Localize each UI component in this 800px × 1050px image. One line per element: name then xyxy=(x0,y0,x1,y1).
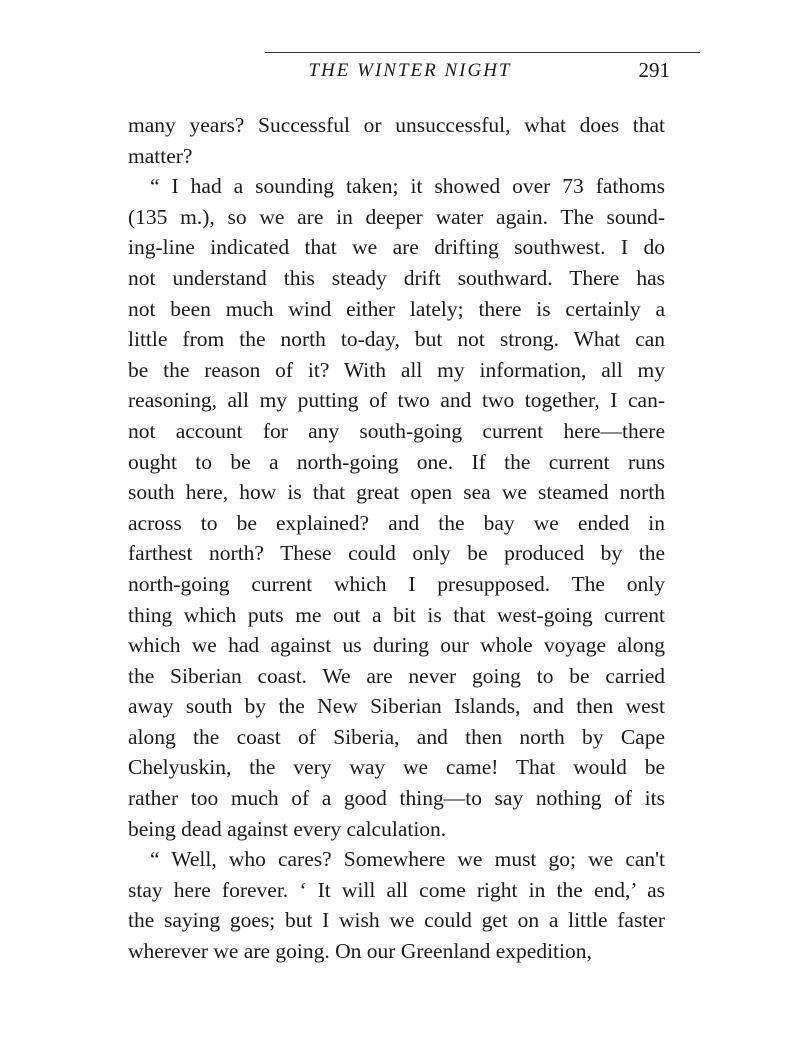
text-line: the Siberian coast. We are never going to be carried xyxy=(128,663,665,688)
text-line: the saying goes; but I wish we could get on a little faster xyxy=(128,908,665,933)
text-line: south here, how is that great open sea we steamed north xyxy=(128,480,665,505)
page-number: 291 xyxy=(638,58,670,82)
text-line: farthest north? These could only be produced by the xyxy=(128,541,665,566)
text-line: across to be explained? and the bay we ended in xyxy=(128,510,665,535)
body-text xyxy=(128,110,665,967)
text-line: ought to be a north-going one. If the current runs xyxy=(128,449,665,474)
running-title: THE WINTER NIGHT xyxy=(308,60,512,81)
text-line: north-going current which I presupposed. The only xyxy=(128,571,665,596)
text-line: which we had against us during our whole voyage along xyxy=(128,633,665,658)
text-line: wherever we are going. On our Greenland expedition, xyxy=(128,939,592,964)
text-line: along the coast of Siberia, and then north by Cape xyxy=(128,724,665,749)
text-line: thing which puts me out a bit is that west-going current xyxy=(128,602,665,627)
text-line: “ I had a sounding taken; it showed over 73 fathoms xyxy=(150,174,665,199)
text-line: stay here forever. ‘ It will all come right in the end,’ as xyxy=(128,877,665,902)
text-line: away south by the New Siberian Islands, and then west xyxy=(128,694,665,719)
paragraph xyxy=(128,110,665,171)
paragraph xyxy=(128,171,665,844)
text-line: ing-line indicated that we are drifting southwest. I do xyxy=(128,235,665,260)
text-line: rather too much of a good thing—to say nothing of its xyxy=(128,786,665,811)
text-line: (135 m.), so we are in deeper water again. The sound- xyxy=(128,204,665,229)
header-rule xyxy=(265,52,700,53)
text-line: matter? xyxy=(128,143,193,168)
text-line: not account for any south-going current here—there xyxy=(128,418,665,443)
text-line: not been much wind either lately; there is certainly a xyxy=(128,296,665,321)
text-line: little from the north to-day, but not strong. What can xyxy=(128,327,665,352)
text-line: reasoning, all my putting of two and two together, I can- xyxy=(128,388,665,413)
text-line: “ Well, who cares? Somewhere we must go; we can't xyxy=(150,847,665,872)
text-line: be the reason of it? With all my information, all my xyxy=(128,357,665,382)
text-line: being dead against every calculation. xyxy=(128,816,447,841)
paragraph xyxy=(128,844,665,966)
text-line: many years? Successful or unsuccessful, what does that xyxy=(128,113,665,137)
text-line: Chelyuskin, the very way we came! That would be xyxy=(128,755,665,780)
running-head xyxy=(265,58,700,88)
text-line: not understand this steady drift southward. There has xyxy=(128,265,665,290)
